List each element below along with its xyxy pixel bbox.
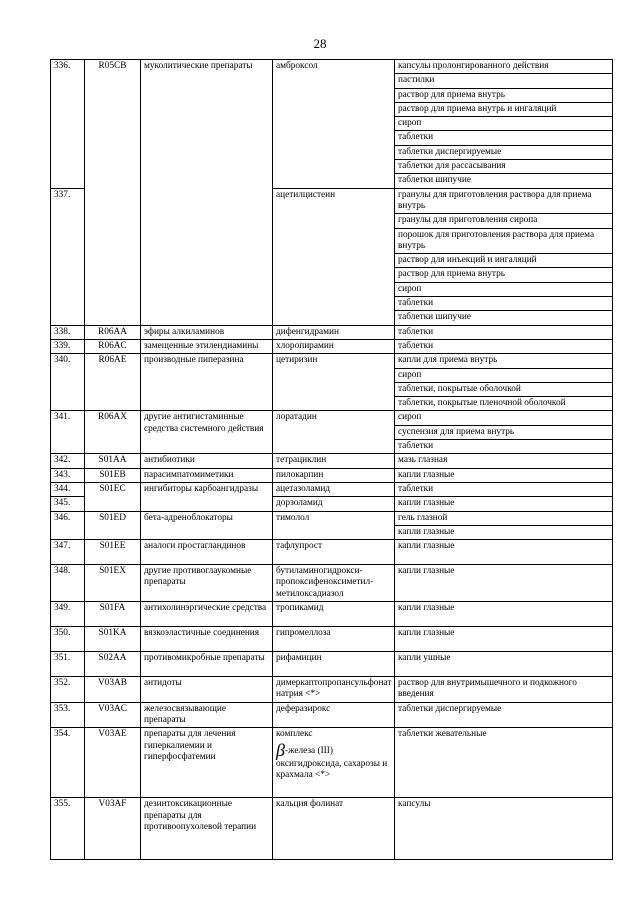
drug-name: рифамицин	[273, 652, 395, 677]
dosage-form: пастилки	[395, 74, 613, 88]
group-name: бета-адреноблокаторы	[141, 511, 273, 540]
atc-code: S01KA	[85, 627, 141, 652]
row-number: 342.	[51, 454, 85, 468]
atc-code: R06AX	[85, 411, 141, 454]
table-row	[51, 702, 613, 728]
group-name: эфиры алкиламинов	[141, 325, 273, 339]
atc-code: S02AA	[85, 652, 141, 677]
table-row	[51, 482, 613, 496]
table-row	[51, 602, 613, 627]
row-number: 350.	[51, 627, 85, 652]
row-number: 349.	[51, 602, 85, 627]
atc-code: V03AF	[85, 798, 141, 860]
table-row	[51, 325, 613, 339]
atc-code: R06AA	[85, 325, 141, 339]
row-number: 339.	[51, 339, 85, 353]
atc-code: R05CB	[85, 60, 141, 326]
dosage-form: таблетки шипучие	[395, 174, 613, 188]
dosage-form: таблетки	[395, 297, 613, 311]
dosage-form: таблетки, покрытые оболочкой	[395, 382, 613, 396]
row-number: 344.	[51, 482, 85, 496]
drug-name: хлоропирамин	[273, 339, 395, 353]
drug-name: лоратадин	[273, 411, 395, 454]
group-name: другие противоглаукомные препараты	[141, 565, 273, 602]
dosage-form: раствор для приема внутрь	[395, 88, 613, 102]
dosage-form: таблетки диспергируемые	[395, 145, 613, 159]
table-row	[51, 798, 613, 860]
group-name: замещенные этилендиамины	[141, 339, 273, 353]
drug-rest: -железа (III) оксигидроксида, сахарозы и крахмала <*>	[276, 745, 388, 780]
dosage-form: капли глазные	[395, 565, 613, 602]
dosage-form: раствор для внутримышечного и подкожного введения	[395, 677, 613, 703]
table-row	[51, 565, 613, 602]
table-row	[51, 60, 613, 74]
row-number: 340.	[51, 354, 85, 411]
table-row	[51, 354, 613, 368]
drug-table	[50, 59, 613, 860]
row-number: 351.	[51, 652, 85, 677]
row-number: 354.	[51, 728, 85, 798]
dosage-form: таблетки	[395, 339, 613, 353]
group-name: другие антигистаминные средства системного действия	[141, 411, 273, 454]
atc-code: V03AB	[85, 677, 141, 703]
drug-name: гипромеллоза	[273, 627, 395, 652]
drug-name: амброксол	[273, 60, 395, 189]
drug-name: ацетазоламид	[273, 482, 395, 496]
dosage-form: сироп	[395, 411, 613, 425]
page-number: 28	[313, 36, 327, 51]
drug-name: тропикамид	[273, 602, 395, 627]
atc-code: S01ED	[85, 511, 141, 540]
dosage-form: таблетки	[395, 325, 613, 339]
dosage-form: таблетки диспергируемые	[395, 702, 613, 728]
dosage-form: гранулы для приготовления раствора для приема внутрь	[395, 188, 613, 214]
row-number: 347.	[51, 540, 85, 565]
drug-name: тафлупрост	[273, 540, 395, 565]
dosage-form: капли глазные	[395, 525, 613, 539]
table-row	[51, 468, 613, 482]
drug-name: тетрациклин	[273, 454, 395, 468]
table-row	[51, 728, 613, 798]
row-number: 343.	[51, 468, 85, 482]
row-number: 337.	[51, 188, 85, 325]
dosage-form: таблетки, покрытые пленочной оболочкой	[395, 397, 613, 411]
table-row	[51, 677, 613, 703]
dosage-form: сироп	[395, 117, 613, 131]
drug-name: пилокарпин	[273, 468, 395, 482]
atc-code: R06AE	[85, 354, 141, 411]
row-number: 348.	[51, 565, 85, 602]
group-name: производные пиперазина	[141, 354, 273, 411]
group-name: муколитические препараты	[141, 60, 273, 326]
group-name: антибиотики	[141, 454, 273, 468]
dosage-form: гранулы для приготовления сиропа	[395, 214, 613, 228]
beta-symbol: β	[276, 739, 285, 760]
row-number: 352.	[51, 677, 85, 703]
table-row	[51, 627, 613, 652]
group-name: дезинтоксикационные препараты для противоопухолевой терапии	[141, 798, 273, 860]
dosage-form: капли глазные	[395, 468, 613, 482]
dosage-form: капсулы	[395, 798, 613, 860]
dosage-form: капли глазные	[395, 602, 613, 627]
dosage-form: капсулы пролонгированного действия	[395, 60, 613, 74]
dosage-form: суспензия для приема внутрь	[395, 425, 613, 439]
dosage-form: сироп	[395, 368, 613, 382]
atc-code: S01AA	[85, 454, 141, 468]
dosage-form: капли для приема внутрь	[395, 354, 613, 368]
drug-name: деферазирокс	[273, 702, 395, 728]
drug-prefix: комплекс	[276, 729, 313, 740]
dosage-form: сироп	[395, 282, 613, 296]
dosage-form: таблетки	[395, 131, 613, 145]
atc-code: R06AC	[85, 339, 141, 353]
atc-code: S01EB	[85, 468, 141, 482]
atc-code: S01FA	[85, 602, 141, 627]
dosage-form: капли ушные	[395, 652, 613, 677]
drug-name: дорзоламид	[273, 497, 395, 511]
table-row	[51, 511, 613, 525]
dosage-form: таблетки	[395, 482, 613, 496]
drug-name: димеркаптопропансульфонат натрия <*>	[273, 677, 395, 703]
atc-code: S01EX	[85, 565, 141, 602]
table-row	[51, 454, 613, 468]
drug-name: кальция фолинат	[273, 798, 395, 860]
drug-name: бутиламиногидрокси-пропоксифеноксиметил-метилоксадиазол	[273, 565, 395, 602]
group-name: антихолинэргические средства	[141, 602, 273, 627]
dosage-form: таблетки для рассасывания	[395, 160, 613, 174]
row-number: 338.	[51, 325, 85, 339]
dosage-form: таблетки	[395, 440, 613, 454]
dosage-form: таблетки шипучие	[395, 311, 613, 325]
drug-name: ацетилцистеин	[273, 188, 395, 325]
dosage-form: капли глазные	[395, 497, 613, 511]
row-number: 353.	[51, 702, 85, 728]
group-name: железосвязывающие препараты	[141, 702, 273, 728]
group-name: препараты для лечения гиперкалиемии и гиперфосфатемии	[141, 728, 273, 798]
dosage-form: раствор для приема внутрь	[395, 268, 613, 282]
dosage-form: раствор для инъекций и ингаляций	[395, 254, 613, 268]
group-name: ингибиторы карбоангидразы	[141, 482, 273, 511]
row-number: 341.	[51, 411, 85, 454]
drug-name: тимолол	[273, 511, 395, 540]
table-row	[51, 339, 613, 353]
dosage-form: капли глазные	[395, 540, 613, 565]
group-name: вязкоэластичные соединения	[141, 627, 273, 652]
table-row	[51, 652, 613, 677]
group-name: аналоги простагландинов	[141, 540, 273, 565]
dosage-form: капли глазные	[395, 627, 613, 652]
row-number: 345.	[51, 497, 85, 511]
group-name: антидоты	[141, 677, 273, 703]
atc-code: V03AC	[85, 702, 141, 728]
dosage-form: таблетки жевательные	[395, 728, 613, 798]
dosage-form: порошок для приготовления раствора для приема внутрь	[395, 228, 613, 254]
table-row	[51, 540, 613, 565]
group-name: парасимпатомиметики	[141, 468, 273, 482]
row-number: 355.	[51, 798, 85, 860]
drug-name	[273, 728, 395, 798]
drug-name: цетиризин	[273, 354, 395, 411]
atc-code: V03AE	[85, 728, 141, 798]
table-row	[51, 411, 613, 425]
dosage-form: раствор для приема внутрь и ингаляций	[395, 102, 613, 116]
atc-code: S01EE	[85, 540, 141, 565]
row-number: 336.	[51, 60, 85, 189]
row-number: 346.	[51, 511, 85, 540]
dosage-form: мазь глазная	[395, 454, 613, 468]
dosage-form: гель глазной	[395, 511, 613, 525]
atc-code: S01EC	[85, 482, 141, 511]
group-name: противомикробные препараты	[141, 652, 273, 677]
drug-name: дифенгидрамин	[273, 325, 395, 339]
